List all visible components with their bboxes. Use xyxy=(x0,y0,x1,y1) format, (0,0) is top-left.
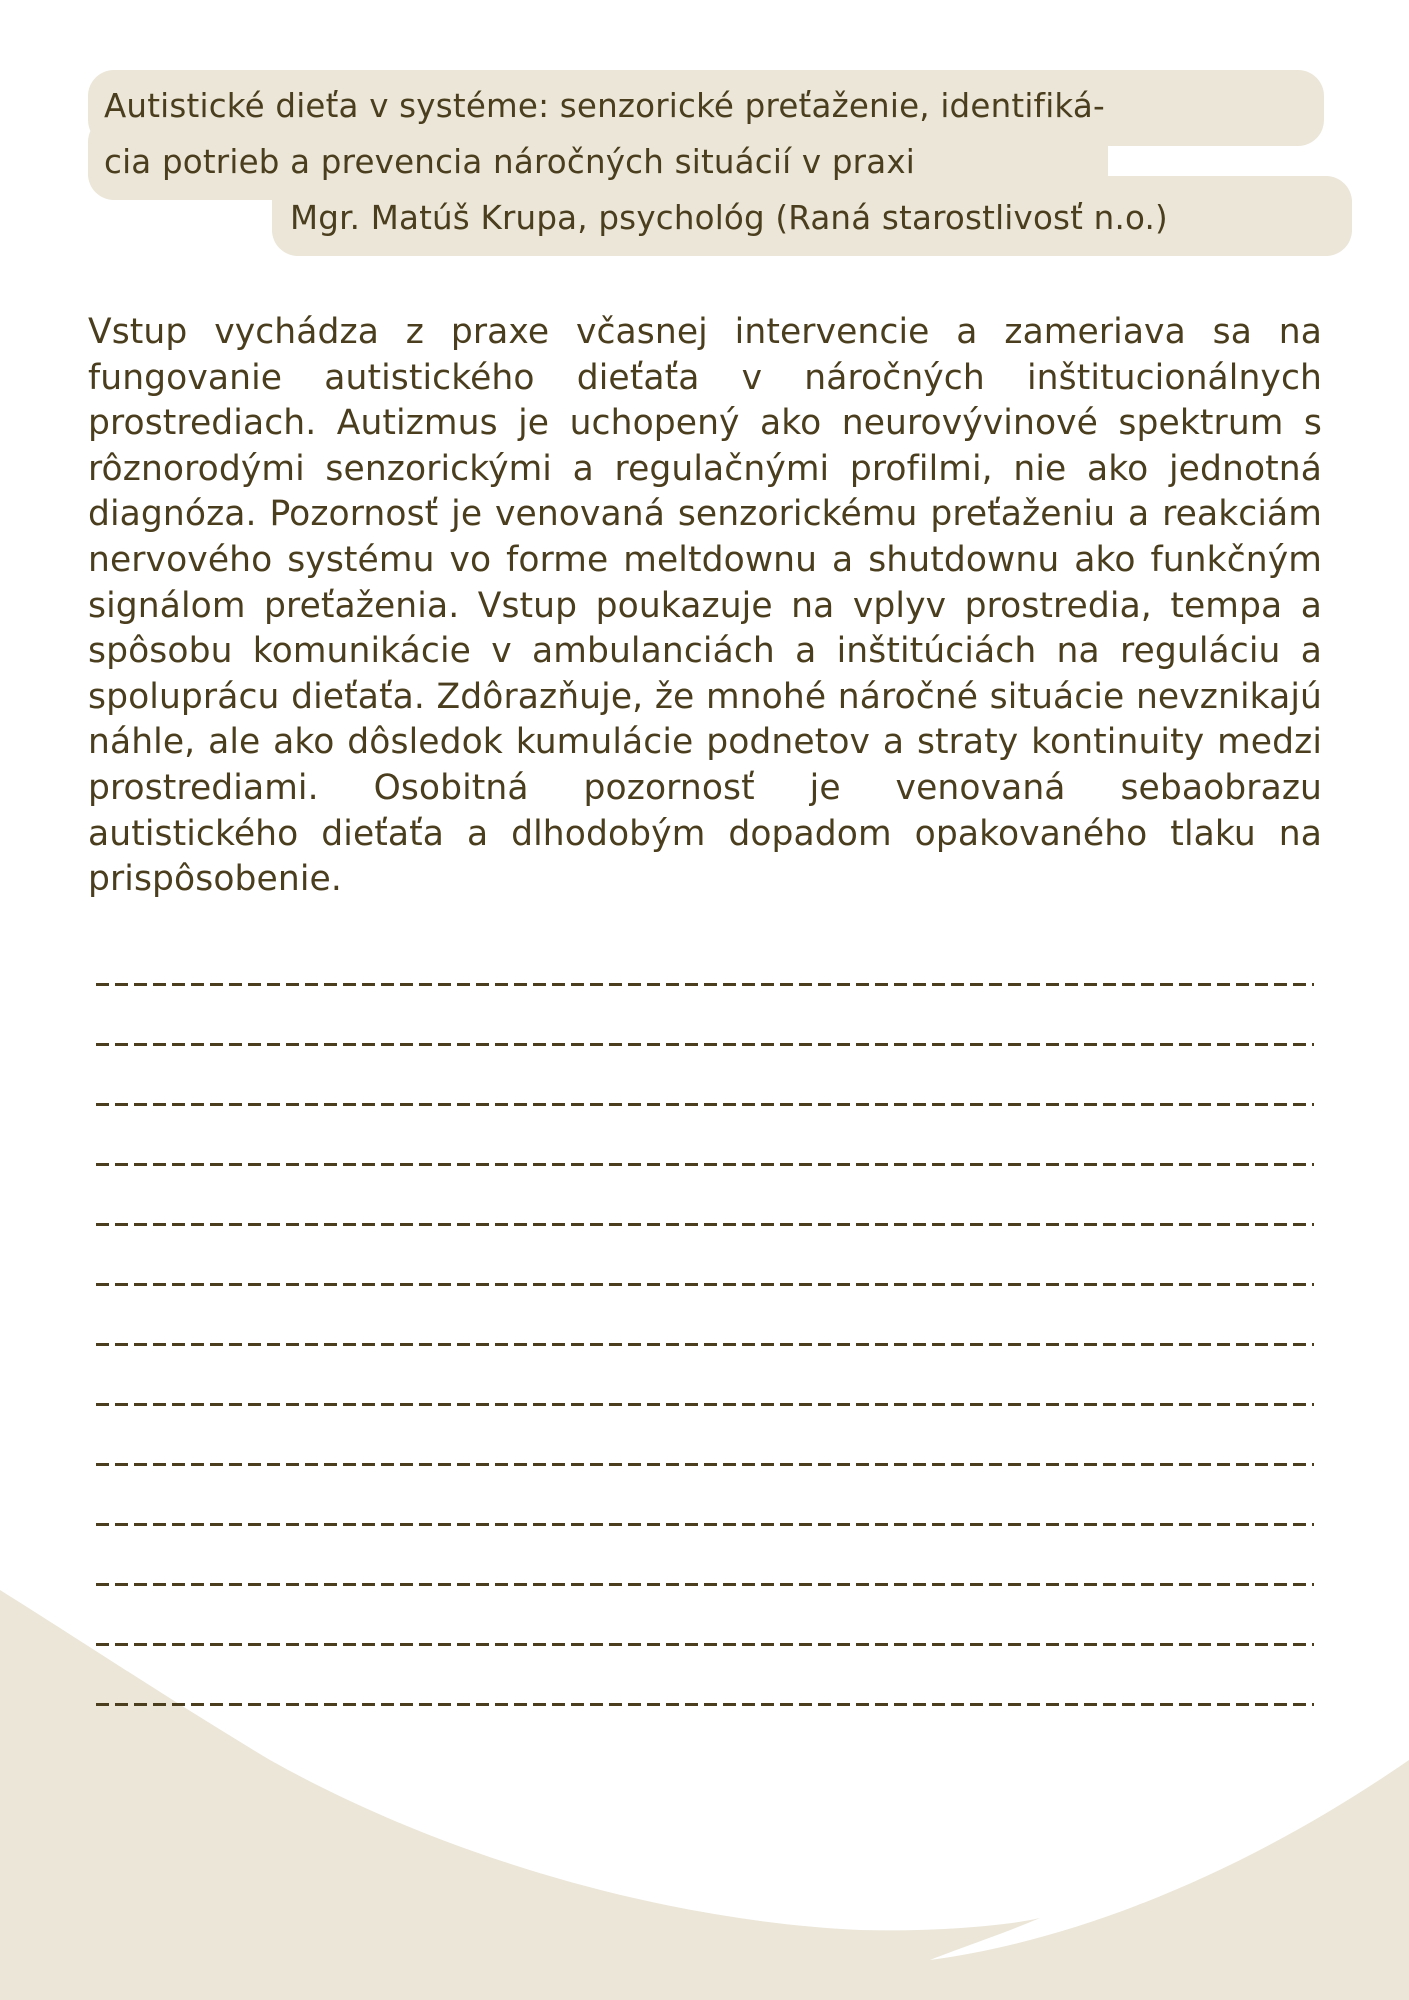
note-line xyxy=(96,1643,1314,1646)
note-line xyxy=(96,1103,1314,1106)
note-line xyxy=(96,1583,1314,1586)
notes-lines xyxy=(96,983,1314,1763)
note-line xyxy=(96,1043,1314,1046)
note-line xyxy=(96,1343,1314,1346)
author-line: Mgr. Matúš Krupa, psychológ (Raná starostlivosť n.o.) xyxy=(290,199,1168,237)
note-line xyxy=(96,983,1314,986)
note-line xyxy=(96,1223,1314,1226)
note-line xyxy=(96,1283,1314,1286)
note-line xyxy=(96,1403,1314,1406)
note-line xyxy=(96,1703,1314,1706)
abstract-paragraph: Vstup vychádza z praxe včasnej intervencie a zameriava sa na fungovanie autistického dieťaťa v náročných inštitucionálnych prostrediach. Autizmus je uchopený ako neurovývinové spektrum s rôznorodými senzorickými a regulačnými profilmi, nie ako jednotná diagnóza. Pozornosť je venovaná senzorickému preťaženiu a reakciám nervového systému vo forme meltdownu a shutdownu ako funkčným signálom preťaženia. Vstup poukazuje na vplyv prostredia, tempa a spôsobu komunikácie v ambulanciách a inštitúciách na reguláciu a spoluprácu dieťaťa. Zdôrazňuje, že mnohé náročné situácie nevznikajú náhle, ale ako dôsledok kumulácie podnetov a straty kontinuity medzi prostrediami. Osobitná pozornosť je venovaná sebaobrazu autistického dieťaťa a dlhodobým dopadom opakovaného tlaku na prispôsobenie. xyxy=(88,312,1322,900)
title-line-1: Autistické dieťa v systéme: senzorické preťaženie, identifiká- xyxy=(104,87,1105,125)
note-line xyxy=(96,1463,1314,1466)
title-line-2: cia potrieb a prevencia náročných situácií v praxi xyxy=(104,143,915,181)
note-line xyxy=(96,1523,1314,1526)
title-banner xyxy=(0,0,1409,270)
note-line xyxy=(96,1163,1314,1166)
